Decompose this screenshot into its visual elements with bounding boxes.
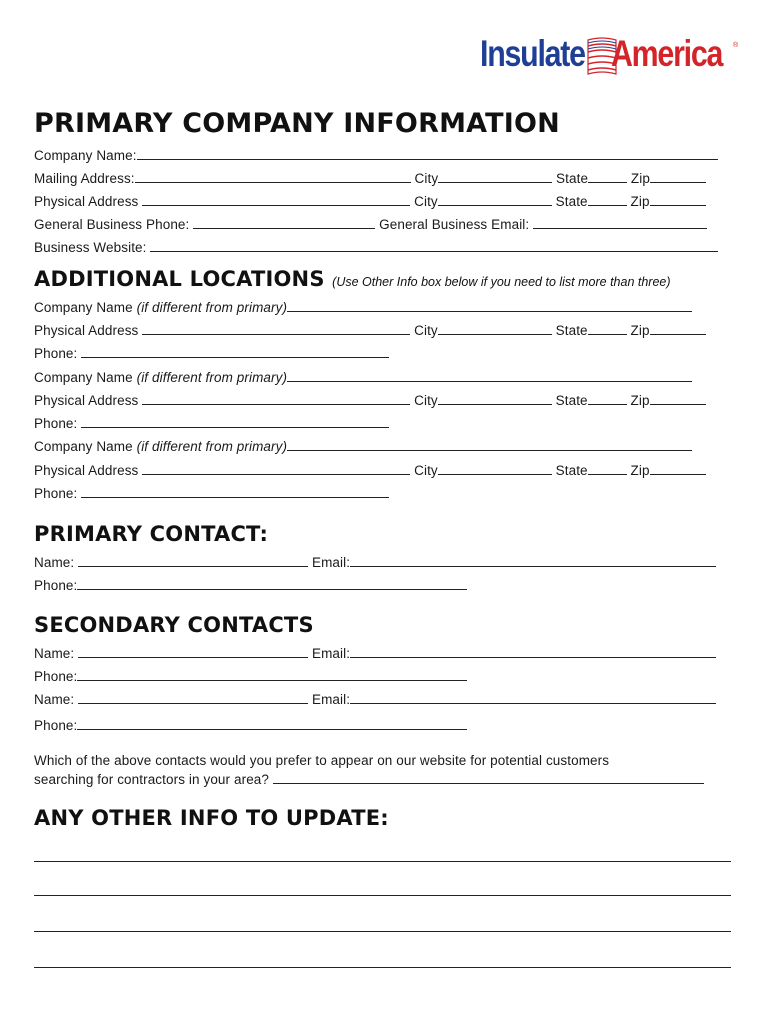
zip-label: Zip — [630, 393, 650, 408]
physical-address-field[interactable] — [142, 192, 410, 206]
website-contact-question: Which of the above contacts would you prefer to appear on our website for potential customers — [34, 753, 610, 768]
contact-name-label: Name: — [34, 555, 75, 570]
primary-contact-phone-row — [34, 576, 467, 594]
contact-phone-field[interactable] — [77, 667, 467, 681]
state-label: State — [555, 323, 588, 338]
website-contact-question-row — [34, 770, 704, 788]
contact-email-field[interactable] — [350, 644, 716, 658]
physical-address-label: Physical Address — [34, 194, 139, 209]
additional-locations-note: (Use Other Info box below if you need to list more than three) — [332, 275, 671, 289]
city-label: City — [414, 393, 438, 408]
if-different-note: (if different from primary) — [136, 370, 288, 385]
business-email-field[interactable] — [533, 215, 707, 229]
location-phone-row — [34, 414, 389, 432]
registered-mark: ® — [733, 42, 739, 49]
zip-field[interactable] — [650, 321, 706, 335]
insulate-america-logo — [478, 28, 740, 84]
website-contact-question-line2: searching for contractors in your area? — [34, 772, 270, 787]
contact-email-label: Email: — [311, 646, 351, 661]
logo-word-america: America — [611, 33, 723, 74]
location-address-label: Physical Address — [34, 463, 139, 478]
contact-phone-label: Phone: — [34, 718, 78, 733]
other-info-line[interactable] — [34, 861, 731, 862]
location-company-label: Company Name — [34, 439, 133, 454]
zip-label: Zip — [630, 463, 650, 478]
state-field[interactable] — [588, 169, 627, 183]
location-phone-field[interactable] — [81, 344, 389, 358]
other-info-line[interactable] — [34, 931, 731, 932]
primary-contact-name-row — [34, 553, 716, 571]
location-address-row — [34, 461, 706, 479]
contact-phone-label: Phone: — [34, 578, 78, 593]
other-info-line[interactable] — [34, 967, 731, 968]
business-website-label: Business Website: — [34, 240, 147, 255]
secondary-contact-phone-row — [34, 716, 467, 734]
contact-email-label: Email: — [311, 555, 351, 570]
logo-word-insulate: Insulate — [480, 33, 585, 74]
primary-contact-heading: PRIMARY CONTACT: — [34, 522, 269, 546]
state-field[interactable] — [588, 461, 627, 475]
contact-name-field[interactable] — [78, 690, 308, 704]
additional-locations-title: ADDITIONAL LOCATIONS — [34, 267, 325, 291]
zip-field[interactable] — [650, 169, 706, 183]
city-label: City — [414, 463, 438, 478]
location-company-field[interactable] — [287, 368, 692, 382]
company-name-row — [34, 146, 718, 164]
contact-name-field[interactable] — [78, 644, 308, 658]
location-company-field[interactable] — [287, 298, 692, 312]
location-phone-label: Phone: — [34, 346, 78, 361]
location-phone-field[interactable] — [81, 484, 389, 498]
secondary-contact-name-row — [34, 690, 716, 708]
primary-company-heading: PRIMARY COMPANY INFORMATION — [34, 108, 560, 139]
mailing-address-row — [34, 169, 706, 187]
location-phone-row — [34, 344, 389, 362]
contact-name-label: Name: — [34, 692, 75, 707]
city-label: City — [414, 171, 439, 186]
secondary-contacts-heading: SECONDARY CONTACTS — [34, 613, 314, 637]
city-field[interactable] — [438, 192, 552, 206]
state-label: State — [556, 171, 589, 186]
location-company-field[interactable] — [287, 437, 692, 451]
company-name-label: Company Name: — [34, 148, 137, 163]
location-company-label: Company Name — [34, 300, 133, 315]
business-phone-label: General Business Phone: — [34, 217, 190, 232]
mailing-address-field[interactable] — [135, 169, 411, 183]
city-label: City — [414, 323, 438, 338]
location-phone-field[interactable] — [81, 414, 389, 428]
contact-email-field[interactable] — [350, 690, 716, 704]
mailing-address-label: Mailing Address: — [34, 171, 135, 186]
secondary-contact-name-row — [34, 644, 716, 662]
website-contact-field[interactable] — [273, 770, 704, 784]
contact-phone-field[interactable] — [77, 576, 467, 590]
location-company-label: Company Name — [34, 370, 133, 385]
zip-field[interactable] — [650, 391, 706, 405]
contact-phone-label: Phone: — [34, 669, 78, 684]
zip-label: Zip — [630, 323, 650, 338]
secondary-contact-phone-row — [34, 667, 467, 685]
company-name-field[interactable] — [137, 146, 718, 160]
business-website-row — [34, 238, 718, 256]
business-email-label: General Business Email: — [379, 217, 530, 232]
location-address-label: Physical Address — [34, 393, 139, 408]
if-different-note: (if different from primary) — [136, 439, 288, 454]
zip-field[interactable] — [650, 461, 706, 475]
state-field[interactable] — [588, 321, 627, 335]
if-different-note: (if different from primary) — [136, 300, 288, 315]
zip-label: Zip — [630, 194, 650, 209]
location-company-row — [34, 298, 692, 316]
contact-phone-field[interactable] — [77, 716, 467, 730]
contact-name-field[interactable] — [78, 553, 308, 567]
other-info-heading: ANY OTHER INFO TO UPDATE: — [34, 806, 389, 830]
location-address-field[interactable] — [142, 321, 410, 335]
state-label: State — [555, 463, 588, 478]
state-field[interactable] — [588, 192, 627, 206]
other-info-line[interactable] — [34, 895, 731, 896]
city-field[interactable] — [438, 169, 552, 183]
state-label: State — [555, 194, 588, 209]
contact-email-field[interactable] — [350, 553, 716, 567]
additional-locations-heading — [34, 267, 671, 291]
location-phone-label: Phone: — [34, 416, 78, 431]
business-contact-row — [34, 215, 707, 233]
location-address-field[interactable] — [142, 461, 410, 475]
city-field[interactable] — [438, 321, 552, 335]
city-field[interactable] — [438, 461, 552, 475]
location-company-row — [34, 437, 692, 455]
city-field[interactable] — [438, 391, 552, 405]
location-phone-label: Phone: — [34, 486, 78, 501]
physical-address-row — [34, 192, 706, 210]
location-address-row — [34, 321, 706, 339]
state-field[interactable] — [588, 391, 627, 405]
contact-name-label: Name: — [34, 646, 75, 661]
location-address-field[interactable] — [142, 391, 410, 405]
location-address-label: Physical Address — [34, 323, 139, 338]
business-phone-field[interactable] — [193, 215, 375, 229]
location-phone-row — [34, 484, 389, 502]
contact-email-label: Email: — [311, 692, 351, 707]
state-label: State — [555, 393, 588, 408]
zip-label: Zip — [630, 171, 650, 186]
business-website-field[interactable] — [150, 238, 718, 252]
location-address-row — [34, 391, 706, 409]
zip-field[interactable] — [650, 192, 706, 206]
city-label: City — [414, 194, 438, 209]
location-company-row — [34, 368, 692, 386]
